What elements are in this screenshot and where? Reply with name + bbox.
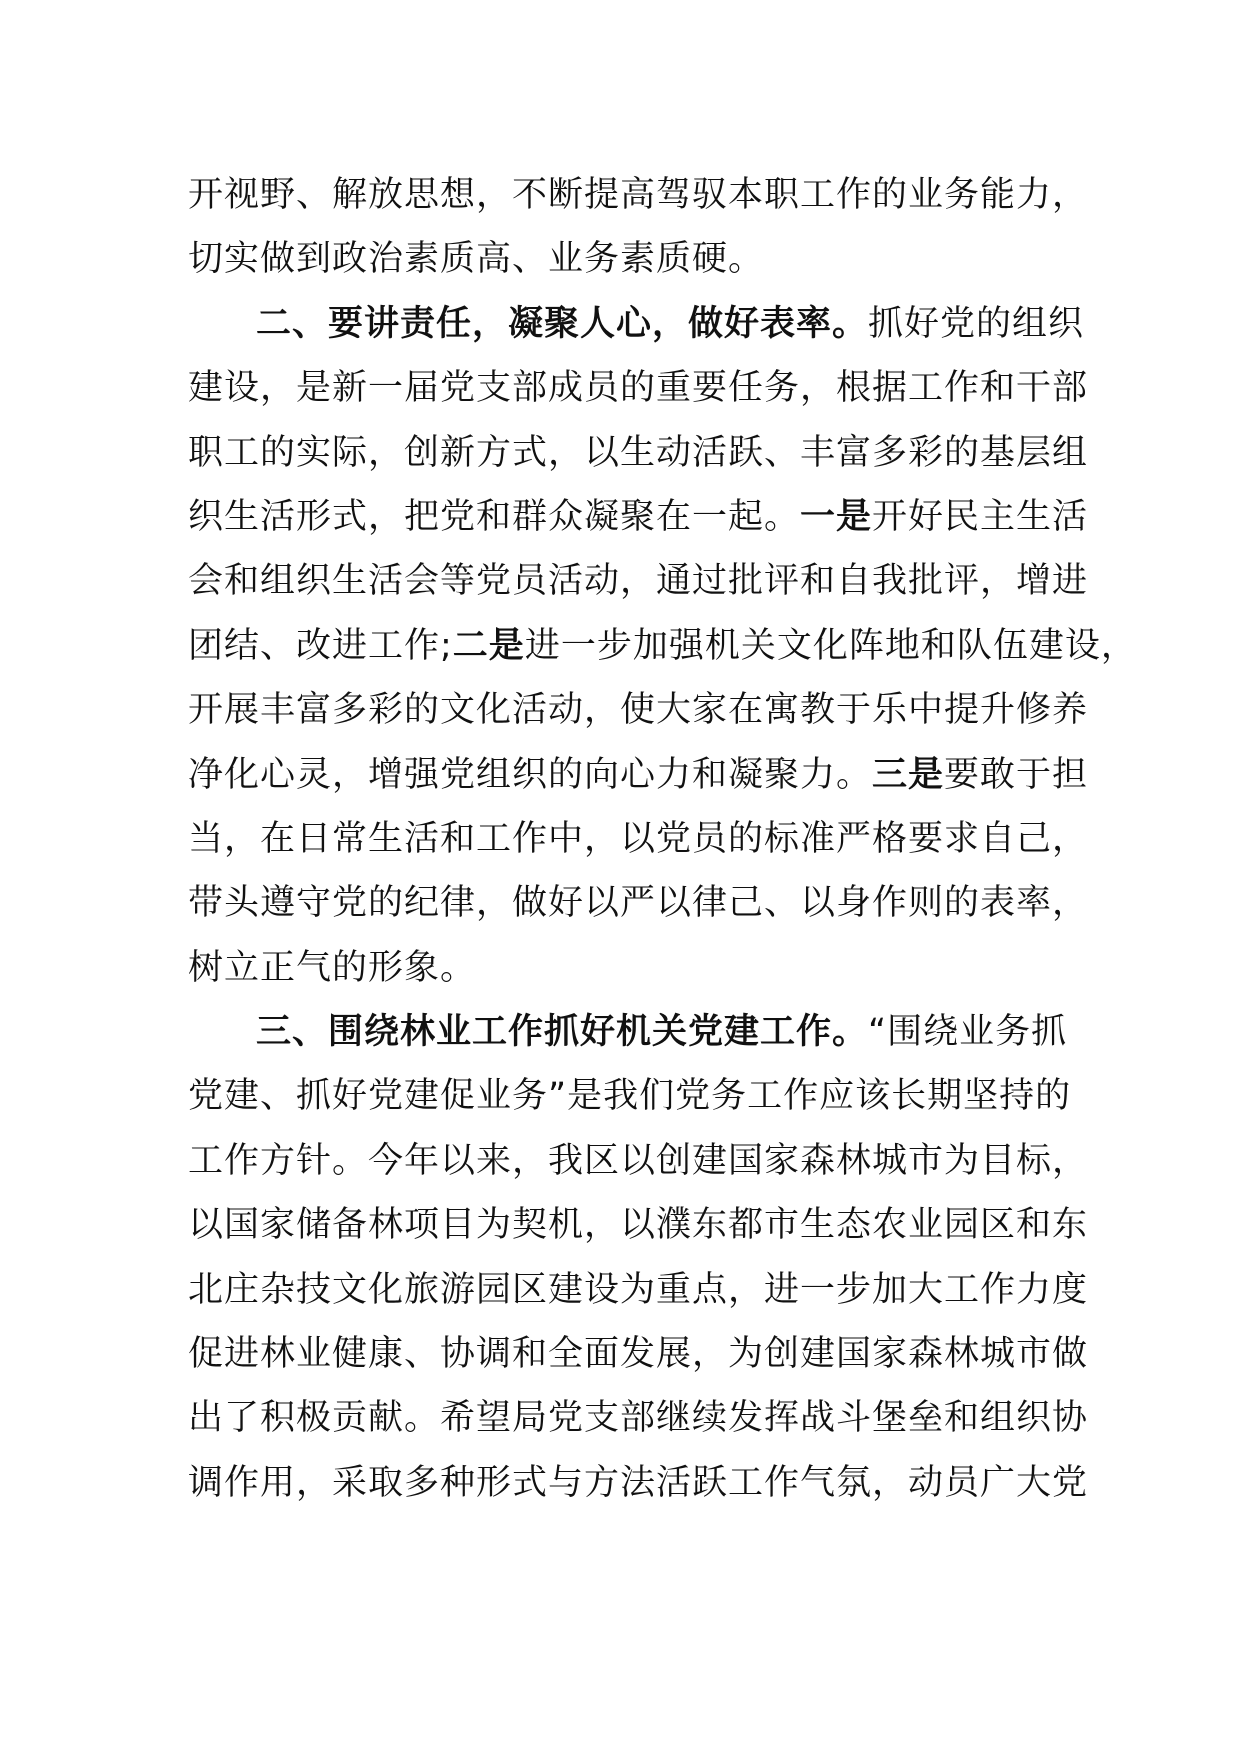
text-run: 净化心灵，增强党组织的向心力和凝聚力。 — [188, 754, 873, 795]
text-line — [188, 356, 1088, 420]
text-line — [188, 678, 1088, 742]
text-run: 出了积极贡献。希望局党支部继续发挥战斗堡垒和组织协 — [188, 1398, 1089, 1439]
text-line — [188, 871, 1088, 935]
text-line — [188, 807, 1088, 871]
section-heading-3: 三、围绕林业工作抓好机关党建工作。 — [256, 1012, 869, 1053]
text-line — [188, 1322, 1088, 1386]
text-line — [188, 614, 1137, 678]
body-text — [188, 163, 1137, 1515]
text-run: 职工的实际，创新方式，以生动活跃、丰富多彩的基层组 — [188, 432, 1089, 473]
emphasis-second: 二是 — [452, 625, 525, 666]
text-line — [188, 743, 1088, 807]
text-run: 树立正气的形象。 — [188, 947, 477, 988]
text-line — [188, 936, 1088, 1000]
text-line — [188, 1129, 1088, 1193]
text-line — [188, 163, 1088, 227]
text-run: 建设，是新一届党支部成员的重要任务，根据工作和干部 — [188, 368, 1089, 409]
text-run: “围绕业务抓 — [868, 1012, 1068, 1053]
text-run: 要敢于担 — [944, 754, 1089, 795]
text-run: 切实做到政治素质高、业务素质硬。 — [188, 239, 765, 280]
text-line — [188, 1258, 1088, 1322]
text-line — [188, 227, 1088, 291]
section-heading-line — [188, 1000, 1088, 1064]
text-line — [188, 1386, 1088, 1450]
text-run: 党建、抓好党建促业务”是我们党务工作应该长期坚持的 — [188, 1076, 1072, 1117]
text-line — [188, 1193, 1088, 1257]
text-run: 工作方针。今年以来，我区以创建国家森林城市为目标， — [188, 1140, 1089, 1181]
text-run: 开视野、解放思想，不断提高驾驭本职工作的业务能力， — [188, 175, 1089, 215]
text-run: 当，在日常生活和工作中，以党员的标准严格要求自己， — [188, 818, 1089, 859]
emphasis-first: 一是 — [800, 496, 873, 537]
text-run: 会和组织生活会等党员活动，通过批评和自我批评，增进 — [188, 561, 1089, 602]
text-line — [188, 1451, 1088, 1515]
emphasis-third: 三是 — [872, 754, 945, 795]
text-line — [188, 485, 1088, 549]
text-run: 带头遵守党的纪律，做好以严以律己、以身作则的表率， — [188, 883, 1089, 924]
text-run: 北庄杂技文化旅游园区建设为重点，进一步加大工作力度 — [188, 1269, 1089, 1310]
text-run: 抓好党的组织 — [868, 303, 1085, 344]
section-heading-2: 二、要讲责任，凝聚人心，做好表率。 — [256, 303, 869, 344]
text-line — [188, 421, 1088, 485]
text-line — [188, 549, 1088, 613]
text-run: 织生活形式，把党和群众凝聚在一起。 — [188, 496, 801, 537]
text-run: 以国家储备林项目为契机，以濮东都市生态农业园区和东 — [188, 1205, 1089, 1246]
text-run: 开展丰富多彩的文化活动，使大家在寓教于乐中提升修养 — [188, 690, 1089, 731]
text-run: 开好民主生活 — [872, 496, 1089, 537]
text-run: 团结、改进工作; — [188, 625, 453, 666]
text-run: 调作用，采取多种形式与方法活跃工作气氛，动员广大党 — [188, 1462, 1089, 1503]
text-run: 进一步加强机关文化阵地和队伍建设， — [524, 625, 1137, 666]
section-heading-line — [188, 292, 1088, 356]
text-line — [188, 1064, 1088, 1128]
text-run: 促进林业健康、协调和全面发展，为创建国家森林城市做 — [188, 1334, 1089, 1375]
